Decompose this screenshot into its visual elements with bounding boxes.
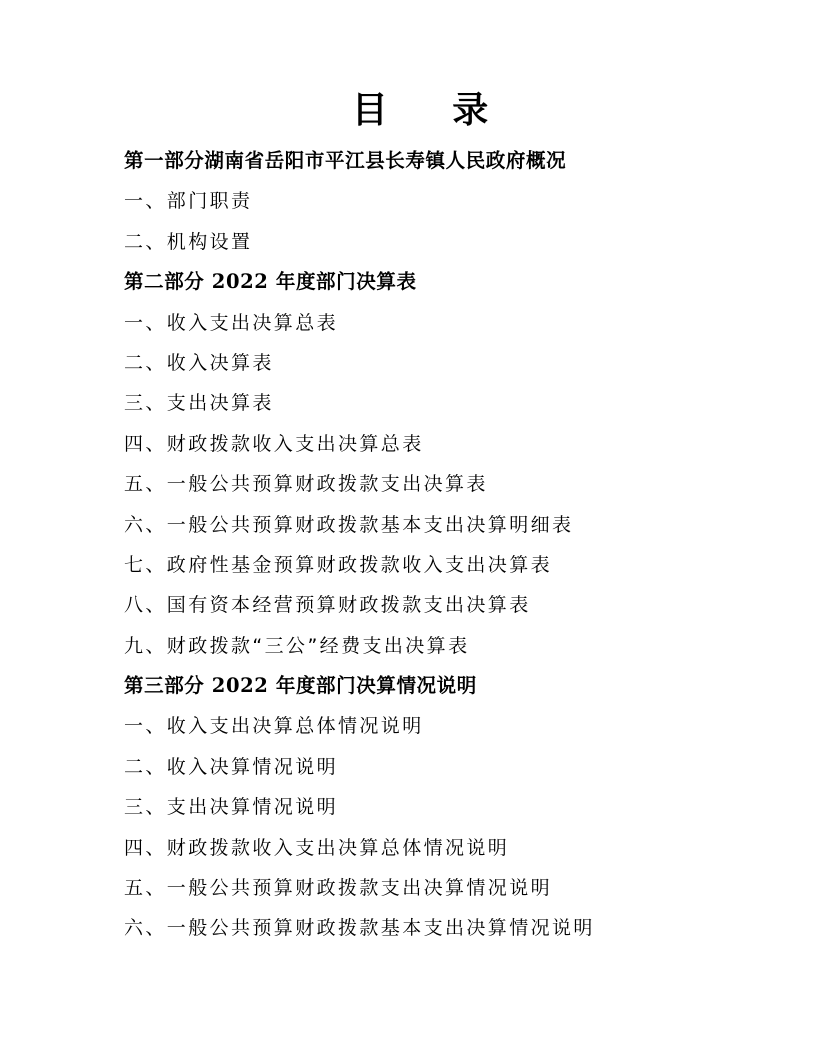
toc-item[interactable]: 六、一般公共预算财政拨款基本支出决算情况说明 [124,917,595,940]
toc-item[interactable]: 三、支出决算表 [124,392,274,415]
toc-part-3-heading[interactable]: 第三部分 2022 年度部门决算情况说明 [124,674,477,698]
toc-item[interactable]: 二、机构设置 [124,230,253,253]
toc-item[interactable]: 二、收入决算表 [124,351,274,374]
page-title: 目 录 [351,89,515,131]
toc-item[interactable]: 九、财政拨款“三公”经费支出决算表 [124,634,470,657]
toc-part-2-heading[interactable]: 第二部分 2022 年度部门决算表 [124,270,417,294]
toc-item[interactable]: 四、财政拨款收入支出决算总体情况说明 [124,836,510,859]
toc-part-1-heading[interactable]: 第一部分湖南省岳阳市平江县长寿镇人民政府概况 [124,149,567,172]
toc-item[interactable]: 六、一般公共预算财政拨款基本支出决算明细表 [124,513,574,536]
toc-item[interactable]: 一、部门职责 [124,190,253,213]
table-of-contents [124,144,804,952]
toc-item[interactable]: 七、政府性基金预算财政拨款收入支出决算表 [124,553,553,576]
toc-item[interactable]: 二、收入决算情况说明 [124,755,339,778]
toc-item[interactable]: 八、国有资本经营预算财政拨款支出决算表 [124,594,531,617]
toc-item[interactable]: 一、收入支出决算总表 [124,311,339,334]
toc-item[interactable]: 五、一般公共预算财政拨款支出决算情况说明 [124,877,553,900]
toc-item[interactable]: 一、收入支出决算总体情况说明 [124,715,424,738]
toc-item[interactable]: 三、支出决算情况说明 [124,796,339,819]
toc-item[interactable]: 四、财政拨款收入支出决算总表 [124,432,424,455]
toc-item[interactable]: 五、一般公共预算财政拨款支出决算表 [124,473,488,496]
